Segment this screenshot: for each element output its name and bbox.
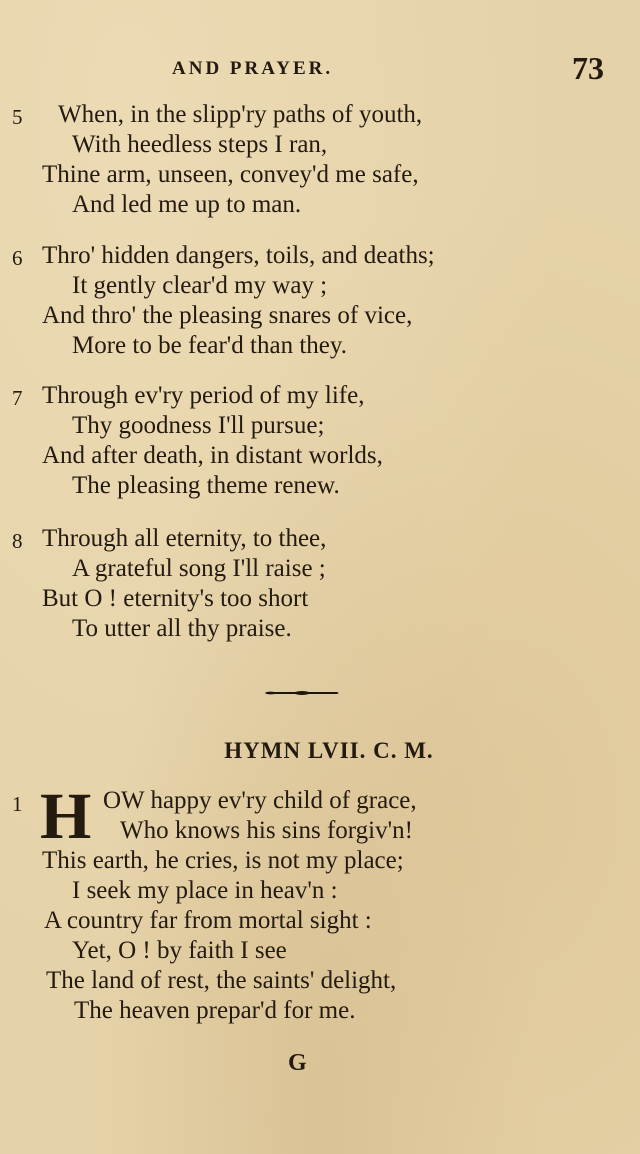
verse-line: Thine arm, unseen, convey'd me safe, (42, 161, 419, 188)
verse-line: Thro' hidden dangers, toils, and deaths; (42, 242, 435, 269)
drop-cap: H (40, 780, 92, 853)
verse-line: The heaven prepar'd for me. (74, 997, 356, 1024)
stanza-number: 6 (12, 246, 23, 270)
verse-line: Thy goodness I'll pursue; (72, 412, 325, 439)
hymn-title: HYMN LVII. C. M. (224, 738, 434, 763)
verse-line: OW happy ev'ry child of grace, (103, 787, 417, 814)
verse-line: More to be fear'd than they. (72, 332, 347, 359)
verse-line: The land of rest, the saints' delight, (46, 967, 397, 994)
verse-line: And thro' the pleasing snares of vice, (42, 302, 413, 329)
verse-line: A country far from mortal sight : (44, 907, 372, 934)
stanza-number: 7 (12, 386, 23, 410)
verse-line: And after death, in distant worlds, (42, 442, 383, 469)
verse-line: And led me up to man. (72, 191, 302, 218)
verse-line: Through ev'ry period of my life, (42, 382, 365, 409)
stanza-number: 1 (12, 792, 23, 816)
verse-line: With heedless steps I ran, (72, 131, 328, 158)
stanza-number: 5 (12, 105, 23, 129)
ornament-divider-icon (265, 690, 340, 696)
stanza-number: 8 (12, 529, 23, 553)
verse-line: The pleasing theme renew. (72, 472, 340, 499)
signature-mark: G (288, 1050, 307, 1076)
verse-line: I seek my place in heav'n : (72, 877, 338, 904)
verse-line: To utter all thy praise. (72, 615, 292, 642)
verse-line: When, in the slipp'ry paths of youth, (58, 101, 423, 128)
running-head: AND PRAYER. (172, 58, 334, 79)
verse-line: A grateful song I'll raise ; (72, 555, 326, 582)
page-number: 73 (572, 50, 604, 86)
verse-line: This earth, he cries, is not my place; (42, 847, 404, 874)
verse-line: Yet, O ! by faith I see (72, 937, 287, 964)
verse-line: It gently clear'd my way ; (72, 272, 328, 299)
verse-line: Who knows his sins forgiv'n! (120, 817, 413, 844)
verse-line: Through all eternity, to thee, (42, 525, 327, 552)
verse-line: But O ! eternity's too short (42, 585, 309, 612)
